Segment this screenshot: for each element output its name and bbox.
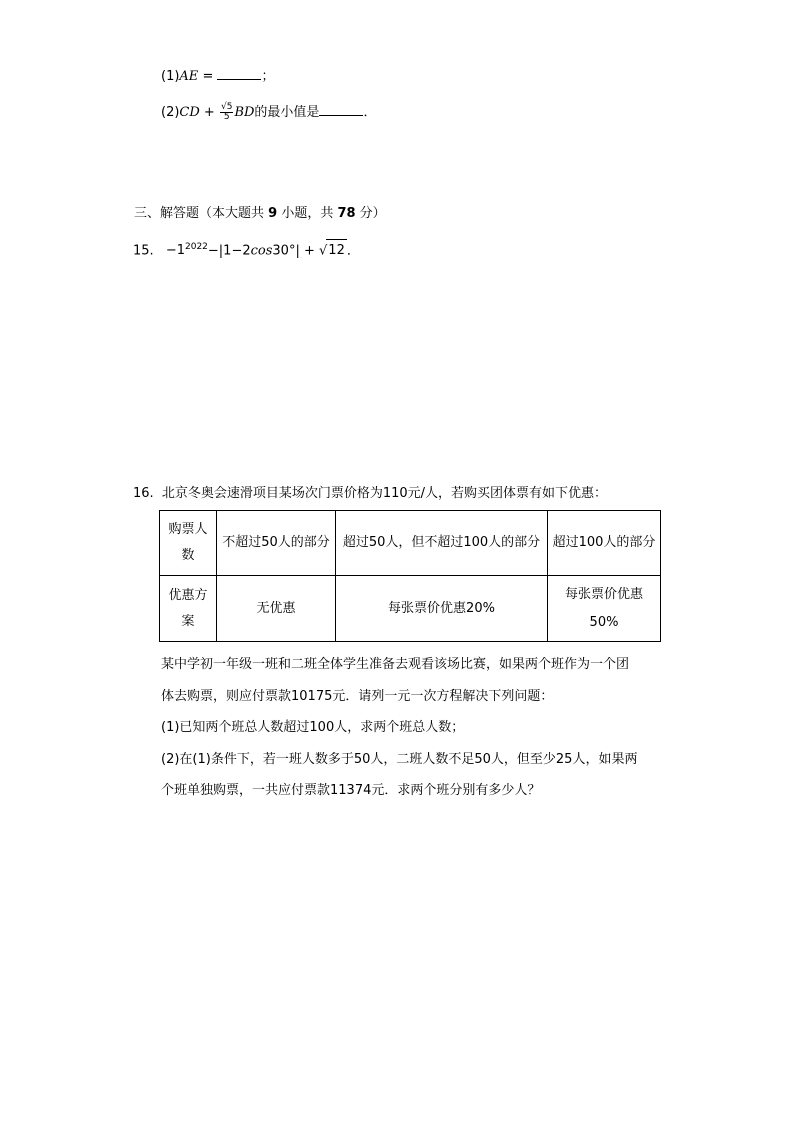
section-count: 9 (268, 206, 278, 221)
answer-blank (217, 67, 261, 80)
section-score: 78 (337, 206, 356, 221)
q16-paragraph-line: 某中学初一年级一班和二班全体学生准备去观看该场比赛，如果两个班作为一个团 (161, 657, 630, 672)
q14-part2-math-b: BD (234, 105, 255, 120)
table-header-cell: 不超过50人的部分 (217, 511, 336, 576)
section-suffix: 分） (355, 206, 386, 221)
section-heading (134, 205, 386, 223)
cell-line: 50% (589, 614, 619, 630)
table-cell: 无优惠 (217, 576, 336, 642)
fraction-numerator: √5 (220, 102, 233, 112)
table-header-cell: 超过50人，但不超过100人的部分 (336, 511, 548, 576)
q14-part2-math-a: CD (179, 105, 200, 120)
cell-line: 购票人 (168, 522, 208, 537)
table-cell (548, 576, 661, 642)
q15-cos: cos (250, 243, 273, 259)
section-mid: 小题，共 (277, 206, 338, 221)
q16-paragraph-line: 体去购票，则应付票款10175元．请列一元一次方程解决下列问题： (161, 688, 554, 704)
q14-part2-label: (2) (161, 105, 180, 120)
question-number: 15. (133, 243, 154, 259)
section-prefix: 三、解答题（本大题共 (134, 206, 269, 221)
q14-part2-end: ． (363, 105, 377, 120)
table-row (160, 511, 661, 576)
question-15 (133, 236, 360, 262)
q16-intro: 北京冬奥会速滑项目某场次门票价格为110元/人，若购买团体票有如下优惠： (161, 486, 608, 501)
q16-subquestion-2-line1: (2)在(1)条件下，若一班人数多于50人，二班人数不足50人，但至少25人，如果两 (161, 751, 638, 767)
q16-subquestion-2-line2: 个班单独购票，一共应付票款11374元．求两个班分别有多少人？ (161, 783, 541, 798)
table-header-cell (160, 511, 217, 576)
q15-exponent: 2022 (185, 242, 208, 252)
question-16 (133, 485, 607, 503)
q14-part2-plus: + (199, 105, 219, 120)
q14-part1-end: ； (261, 69, 275, 84)
sqrt-icon: √ (319, 243, 328, 259)
q15-abs: −|1−2 (207, 243, 251, 259)
table-cell: 每张票价优惠20% (336, 576, 548, 642)
q14-part1 (161, 67, 275, 86)
fraction (220, 103, 233, 122)
table-header-cell: 超过100人的部分 (548, 511, 661, 576)
q16-subquestion-1: (1)已知两个班总人数超过100人，求两个班总人数； (161, 720, 465, 735)
question-number: 16. (133, 486, 154, 501)
cell-line: 案 (181, 613, 195, 629)
answer-blank (319, 103, 363, 116)
q14-part1-label: (1) (161, 69, 180, 84)
cell-line: 每张票价优惠 (564, 586, 643, 602)
table-row (160, 576, 661, 642)
q15-end: ． (346, 243, 360, 259)
q14-part2 (161, 102, 376, 124)
q15-sqrt-value: 12 (326, 239, 347, 262)
q14-part2-text: 的最小值是 (254, 105, 320, 120)
q16-body (161, 649, 637, 807)
price-table (159, 510, 661, 642)
cell-line: 优惠方 (168, 587, 208, 603)
q14-part1-eq: = (198, 69, 218, 84)
cell-line: 数 (181, 548, 195, 563)
fraction-denominator: 5 (223, 112, 230, 122)
q15-minus: −1 (165, 243, 185, 259)
q15-angle: 30°| + (272, 243, 319, 259)
q14-part1-math: AE (179, 69, 199, 84)
table-cell (160, 576, 217, 642)
